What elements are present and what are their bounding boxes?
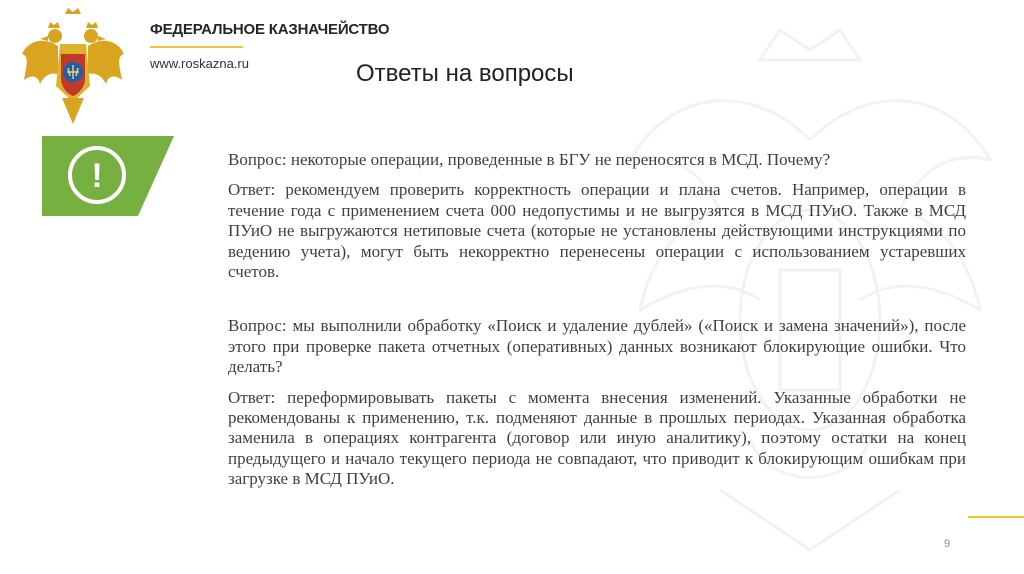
question-text: Вопрос: мы выполнили обработку «Поиск и удаление дублей» («Поиск и замена значений»), после этого при проверке пакета отчетных (оперативных) данных возникают блокирующие ошибки. Что делать? <box>228 316 966 377</box>
question-text: Вопрос: некоторые операции, проведенные в БГУ не переносятся в МСД. Почему? <box>228 150 831 169</box>
qa-item <box>228 316 966 489</box>
double-headed-eagle-emblem-icon <box>18 6 128 130</box>
alert-badge <box>42 136 174 216</box>
slide-number: 9 <box>944 538 951 550</box>
exclamation-mark: ! <box>91 157 103 195</box>
header-divider <box>150 46 243 48</box>
qa-content <box>228 150 966 500</box>
footer-divider <box>968 516 1024 518</box>
qa-item <box>228 150 966 282</box>
answer-text: Ответ: рекомендуем проверить корректность операции и плана счетов. Например, операции в течение года с применением счета 000 недопустимы и не выгрузятся в МСД ПУиО. Также в МСД ПУиО не выгружаются нетиповые счета (которые не установлены действующими инструкциями по ведению учета), могут быть некорректно перенесены операции с использованием устаревших счетов. <box>228 180 966 282</box>
website-link[interactable]: www.roskazna.ru <box>150 56 249 71</box>
slide-title: Ответы на вопросы <box>356 60 574 87</box>
answer-text: Ответ: переформировывать пакеты с момента внесения изменений. Указанные обработки не рекомендованы к применению, т.к. подменяют данные в прошлых периодах. Указанная обработка заменила в операциях контрагента (договор или иную аналитику), поэтому остатки на конец предыдущего и начало текущего периода не совпадают, что приводит к блокирующим ошибкам при загрузке в МСД ПУиО. <box>228 387 966 489</box>
organization-name: ФЕДЕРАЛЬНОЕ КАЗНАЧЕЙСТВО <box>150 21 390 38</box>
